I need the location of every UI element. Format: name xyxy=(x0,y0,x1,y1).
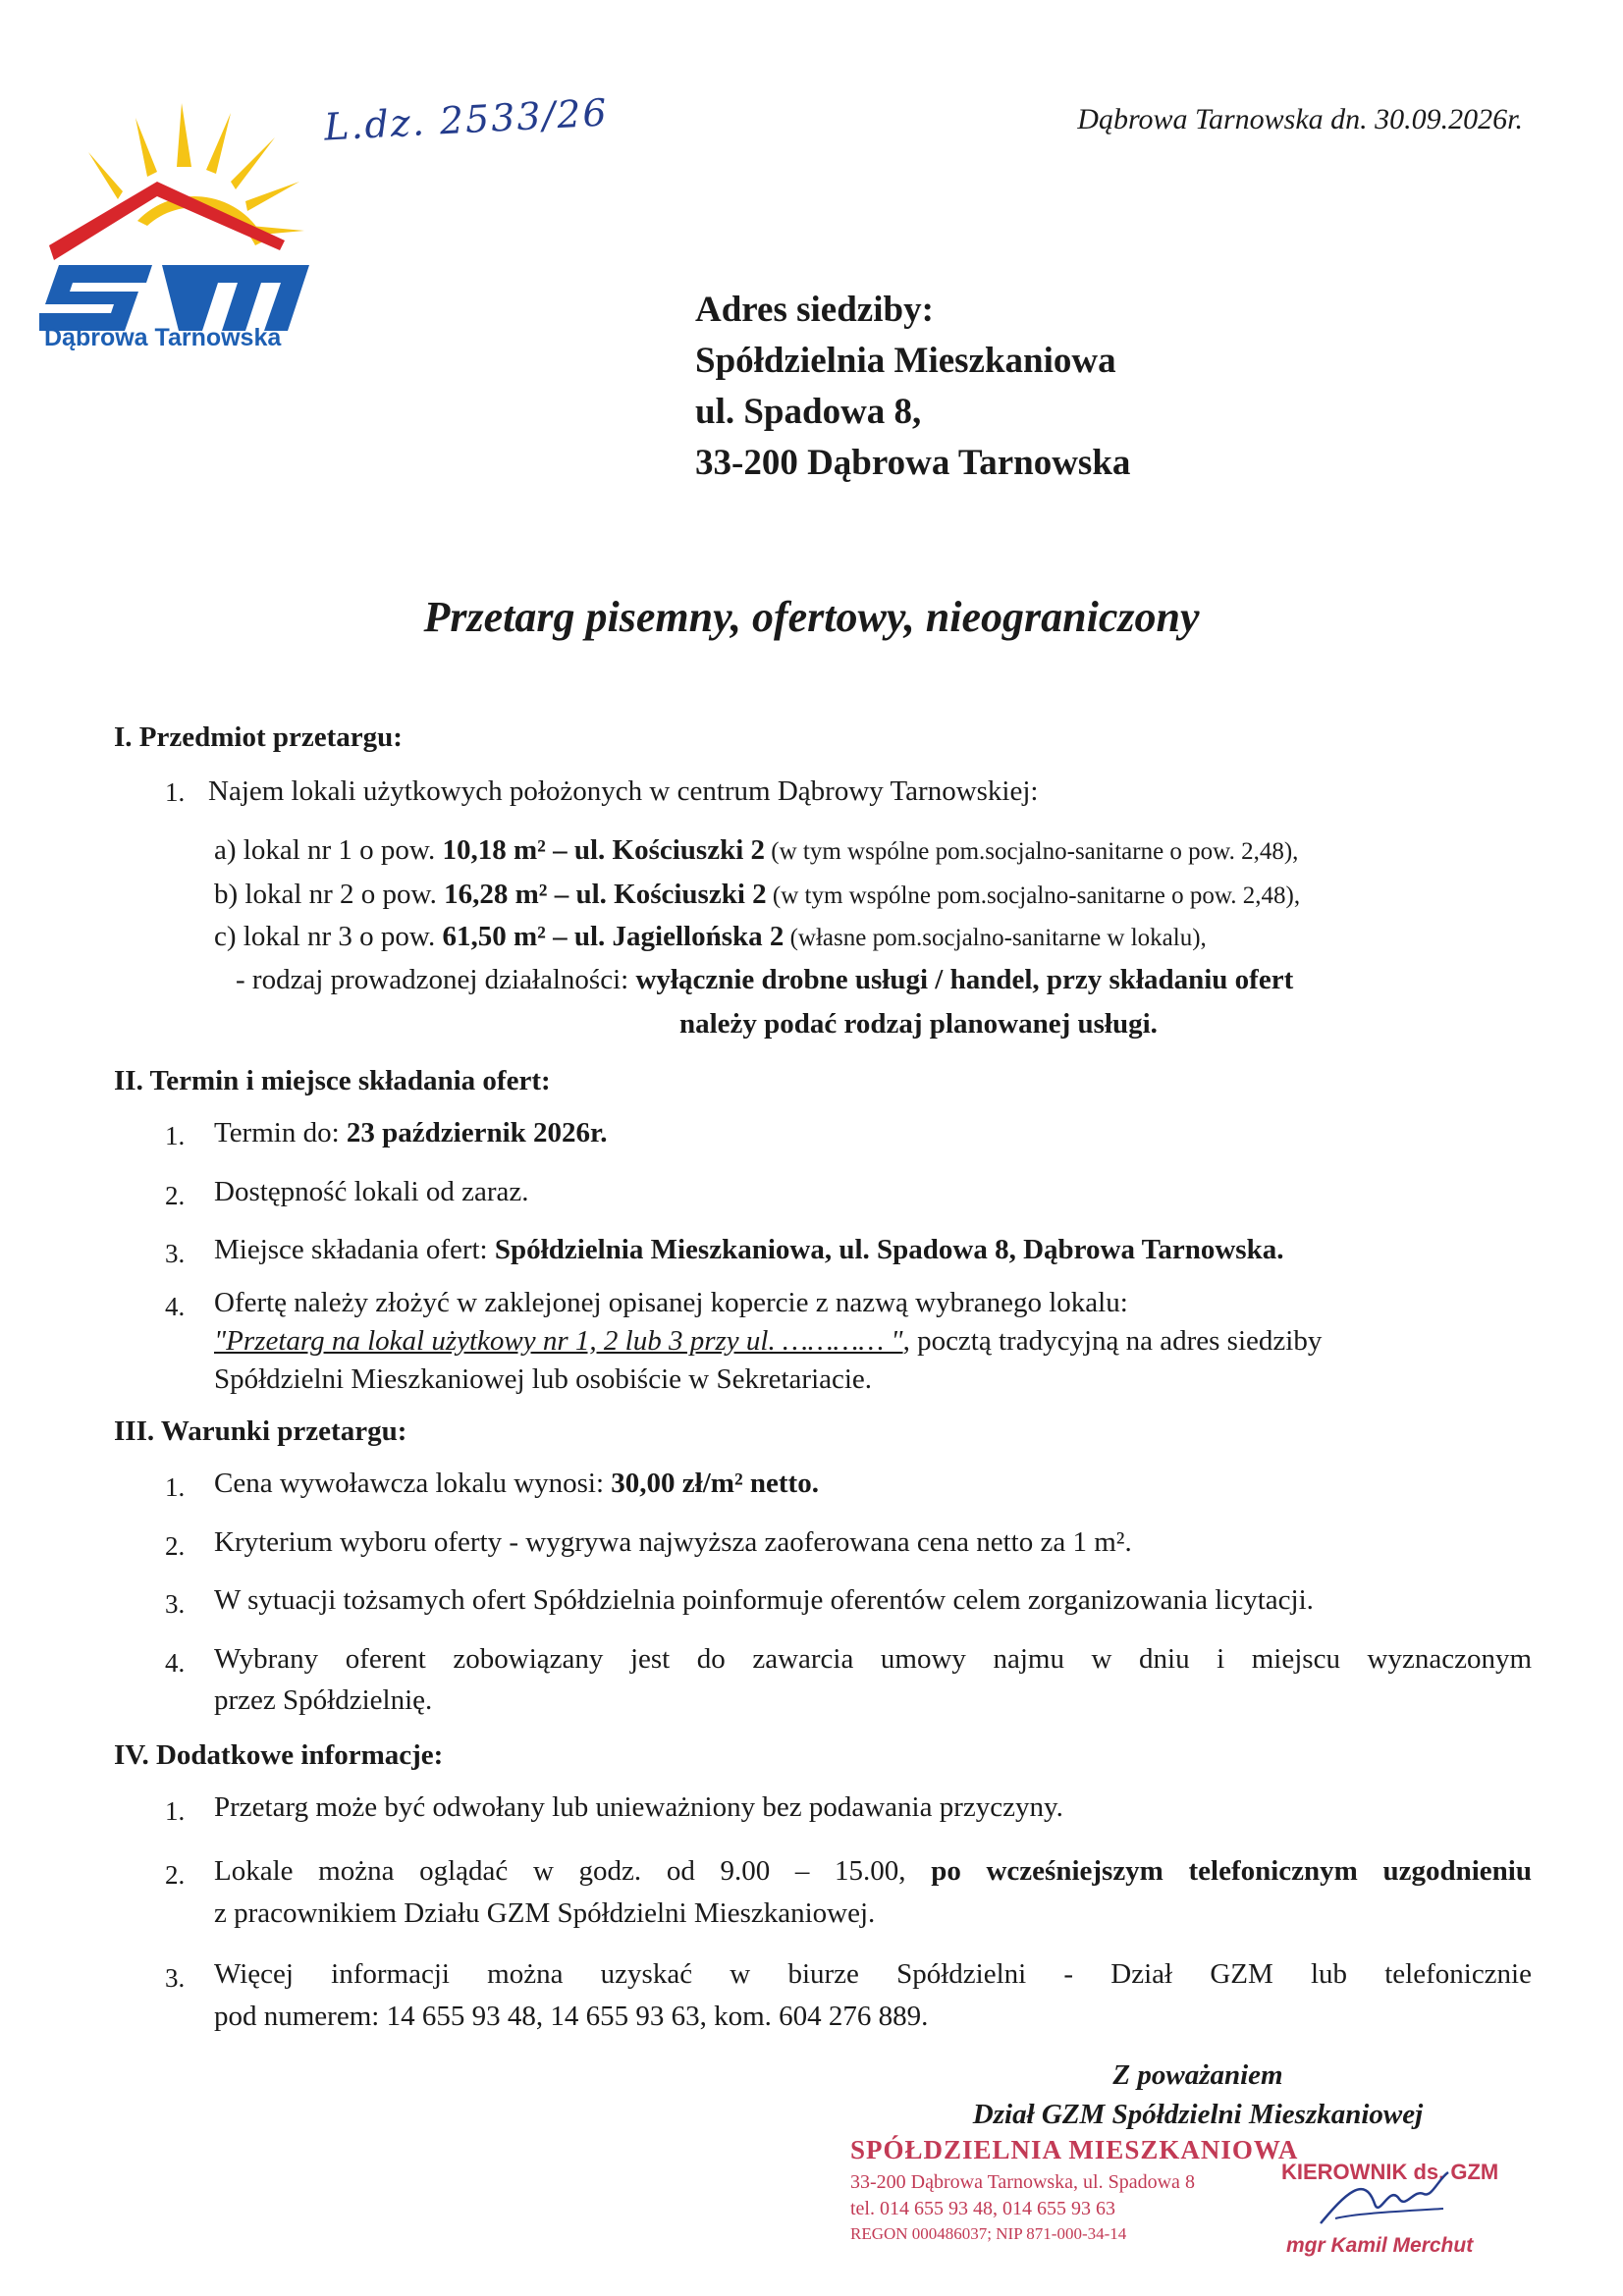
item-number: 3. xyxy=(165,1963,186,1993)
section-2-item-4-line-3: Spółdzielni Mieszkaniowej lub osobiście w Sekretariacie. xyxy=(214,1363,873,1395)
stamp-line-2: 33-200 Dąbrowa Tarnowska, ul. Spadowa 8 xyxy=(850,2171,1195,2193)
address-line-1: Adres siedziby: xyxy=(695,290,934,330)
section-2-item-2: Dostępność lokali od zaraz. xyxy=(214,1176,529,1207)
section-2-item-3: Miejsce składania ofert: Spółdzielnia Mieszkaniowa, ul. Spadowa 8, Dąbrowa Tarnowska. xyxy=(214,1234,1284,1265)
section-2-item-4-line-2: "Przetarg na lokal użytkowy nr 1, 2 lub 3 przy ul. ………… ", pocztą tradycyjną na adres siedziby xyxy=(214,1325,1323,1357)
section-4-item-2-line-1: Lokale można oglądać w godz. od 9.00 – 15.00, po wcześniejszym telefonicznym uzgodnieniu xyxy=(214,1855,1532,1887)
section-3-item-4-line-2: przez Spółdzielnię. xyxy=(214,1684,433,1716)
item-number: 3. xyxy=(165,1239,186,1268)
section-4-item-2-line-2: z pracownikiem Działu GZM Spółdzielni Mieszkaniowej. xyxy=(214,1897,876,1929)
section-3-item-2: Kryterium wyboru oferty - wygrywa najwyższa zaoferowana cena netto za 1 m². xyxy=(214,1526,1132,1558)
logo-caption: Dąbrowa Tarnowska xyxy=(44,324,282,351)
signature-department: Dział GZM Spółdzielni Mieszkaniowej xyxy=(972,2099,1424,2130)
stamp-line-3: tel. 014 655 93 48, 014 655 93 63 xyxy=(850,2198,1115,2219)
section-2-item-4-line-1: Ofertę należy złożyć w zaklejonej opisanej kopercie z nazwą wybranego lokalu: xyxy=(214,1287,1128,1318)
document-date: Dąbrowa Tarnowska dn. 30.09.2026r. xyxy=(1077,103,1523,135)
section-2-item-1: Termin do: 23 październik 2026r. xyxy=(214,1117,608,1148)
signature-greeting: Z poważaniem xyxy=(1112,2059,1283,2091)
address-line-4: 33-200 Dąbrowa Tarnowska xyxy=(695,443,1131,483)
item-number: 2. xyxy=(165,1531,186,1561)
section-1-item-1: Najem lokali użytkowych położonych w centrum Dąbrowy Tarnowskiej: xyxy=(208,775,1039,807)
item-number: 4. xyxy=(165,1648,186,1678)
section-3-item-3: W sytuacji tożsamych ofert Spółdzielnia poinformuje oferentów celem zorganizowania licytacji. xyxy=(214,1584,1314,1616)
section-4-item-1: Przetarg może być odwołany lub unieważniony bez podawania przyczyny. xyxy=(214,1791,1063,1823)
document-title: Przetarg pisemny, ofertowy, nieograniczony xyxy=(423,593,1200,641)
section-1-heading: I. Przedmiot przetargu: xyxy=(114,721,403,753)
stamp-line-1: SPÓŁDZIELNIA MIESZKANIOWA xyxy=(850,2135,1299,2164)
item-number: 4. xyxy=(165,1292,186,1321)
handwritten-reference: L.dz. 2533/26 xyxy=(323,90,610,149)
sm-logo xyxy=(39,83,334,358)
stamp-line-4: REGON 000486037; NIP 871-000-34-14 xyxy=(850,2224,1127,2243)
section-4-item-3-line-1: Więcej informacji można uzyskać w biurze Spółdzielni - Dział GZM lub telefonicznie xyxy=(214,1958,1532,1990)
address-block xyxy=(695,285,1130,489)
item-number: 2. xyxy=(165,1860,186,1890)
section-3-heading: III. Warunki przetargu: xyxy=(114,1415,407,1447)
item-number: 2. xyxy=(165,1181,186,1210)
manager-name: mgr Kamil Merchut xyxy=(1286,2234,1474,2257)
company-stamp xyxy=(850,2135,1298,2244)
item-number: 1. xyxy=(165,1796,186,1826)
section-3-item-1: Cena wywoławcza lokalu wynosi: 30,00 zł/m² netto. xyxy=(214,1468,819,1499)
address-line-2: Spółdzielnia Mieszkaniowa xyxy=(695,341,1116,381)
item-number: 1. xyxy=(165,777,186,807)
section-4-item-3-line-2: pod numerem: 14 655 93 48, 14 655 93 63, kom. 604 276 889. xyxy=(214,2001,929,2032)
lokal-b: b) lokal nr 2 o pow. 16,28 m² – ul. Kościuszki 2 (w tym wspólne pom.socjalno-sanitarne o pow. 2,48), xyxy=(214,879,1301,910)
handwritten-signature xyxy=(1316,2164,1453,2233)
activity-type-cont: należy podać rodzaj planowanej usługi. xyxy=(679,1008,1158,1040)
activity-type: - rodzaj prowadzonej działalności: wyłącznie drobne usługi / handel, przy składaniu ofert xyxy=(236,964,1294,995)
item-number: 1. xyxy=(165,1121,186,1150)
section-3-item-4-line-1: Wybrany oferent zobowiązany jest do zawarcia umowy najmu w dniu i miejscu wyznaczonym xyxy=(214,1643,1532,1675)
section-2-heading: II. Termin i miejsce składania ofert: xyxy=(114,1065,551,1096)
lokal-a: a) lokal nr 1 o pow. 10,18 m² – ul. Kościuszki 2 (w tym wspólne pom.socjalno-sanitarne o pow. 2,48), xyxy=(214,834,1299,866)
lokal-c: c) lokal nr 3 o pow. 61,50 m² – ul. Jagiellońska 2 (własne pom.socjalno-sanitarne w lokalu), xyxy=(214,921,1207,952)
section-4-heading: IV. Dodatkowe informacje: xyxy=(114,1739,444,1771)
item-number: 1. xyxy=(165,1472,186,1502)
address-line-3: ul. Spadowa 8, xyxy=(695,392,922,432)
item-number: 3. xyxy=(165,1589,186,1619)
manager-title: KIEROWNIK ds. GZM xyxy=(1281,2160,1499,2184)
